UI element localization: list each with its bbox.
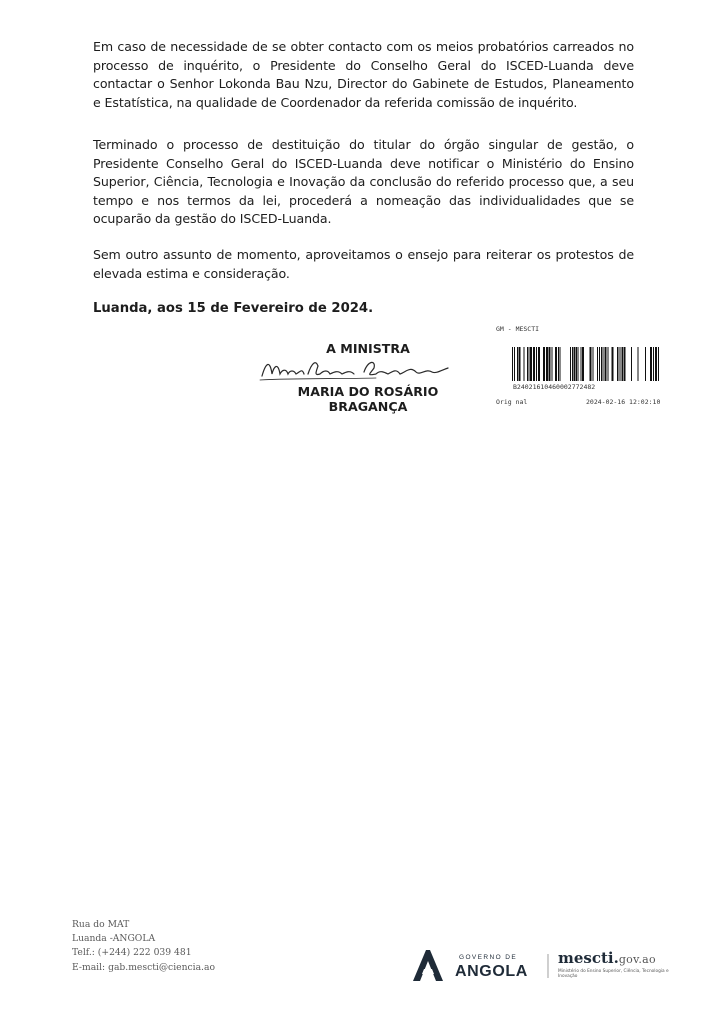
barcode-bar — [601, 347, 602, 381]
barcode-bar — [543, 347, 545, 381]
barcode-bar — [517, 347, 518, 381]
handwritten-signature — [256, 352, 456, 386]
barcode-bar — [576, 347, 577, 381]
stamp-origin-label: Orig nal — [496, 398, 528, 406]
barcode-bar — [621, 347, 622, 381]
barcode-bar — [603, 347, 604, 381]
barcode-bar — [650, 347, 652, 381]
governo-de-text: GOVERNO DE — [459, 954, 518, 961]
barcode-bar — [658, 347, 659, 381]
paragraph-contact-evidence: Em caso de necessidade de se obter contacto com os meios probatórios carreados no processo de inquérito, o Presidente do Conselho Geral do ISCED-Luanda deve contactar o Senhor Lokonda Bau Nzu, Director do Gabinete de Estudos, Planeamento e Estatística, na qualidade de Coordenador da referida comissão de inquérito. — [93, 39, 634, 110]
barcode-bar — [546, 347, 548, 381]
barcode-bar — [590, 347, 592, 381]
barcode-bar — [599, 347, 600, 381]
barcode-bar — [560, 347, 561, 381]
barcode-bar — [581, 347, 582, 381]
barcode-bar — [533, 347, 535, 381]
barcode-number: B24021610460002772482 — [513, 383, 596, 391]
barcode-bar — [593, 347, 594, 381]
address-city: Luanda -ANGOLA — [72, 933, 156, 945]
barcode-bar — [605, 347, 607, 381]
signatory-title: A MINISTRA — [326, 341, 410, 356]
address-email: E-mail: gab.mescti@ciencia.ao — [72, 961, 215, 973]
date-line: Luanda, aos 15 de Fevereiro de 2024. — [93, 301, 374, 316]
signatory-name: MARIA DO ROSÁRIO BRAGANÇA — [297, 384, 439, 414]
barcode-bar — [624, 347, 626, 381]
barcode-bar — [631, 347, 632, 381]
address-street: Rua do MAT — [72, 919, 130, 930]
stamp-office-label: GM - MESCTI — [496, 325, 540, 333]
footer-address — [72, 918, 215, 975]
barcode-bar — [536, 347, 537, 381]
barcode-bar — [574, 347, 576, 381]
barcode-bar — [582, 347, 584, 381]
governo-angola-logo — [411, 948, 549, 982]
barcode-bar — [597, 347, 598, 381]
mescti-logo — [558, 948, 678, 982]
address-phone: Telf.: (+244) 222 039 481 — [72, 947, 192, 959]
barcode-bar — [530, 347, 532, 381]
barcode-bar — [524, 347, 525, 381]
stamp-timestamp: 2024-02-16 12:02:10 — [586, 398, 661, 406]
barcode-bar — [622, 347, 623, 381]
barcode-bar — [552, 347, 553, 381]
mescti-name: mescti. — [558, 949, 619, 967]
angola-a-icon — [413, 950, 443, 981]
barcode-bar — [514, 347, 515, 381]
barcode-bar — [527, 347, 528, 381]
barcode-bar — [555, 347, 557, 381]
barcode-bar — [519, 347, 521, 381]
barcode-bar — [549, 347, 551, 381]
mescti-subtitle: Ministério do Ensino Superior, Ciência, Tecnologia e Inovação — [558, 969, 669, 979]
barcode-bar — [578, 347, 579, 381]
barcode-bar — [617, 347, 618, 381]
barcode-bar — [655, 347, 657, 381]
barcode-bar — [608, 347, 609, 381]
paragraph-closing: Sem outro assunto de momento, aproveitamos o ensejo para reiterar os protestos de elevada estima e consideração. — [93, 247, 634, 281]
barcode-bar — [638, 347, 639, 381]
mescti-domain: gov.ao — [618, 953, 656, 966]
barcode — [511, 347, 663, 381]
barcode-bar — [529, 347, 530, 381]
barcode-bar — [619, 347, 620, 381]
angola-text: ANGOLA — [455, 963, 528, 980]
paragraph-notification: Terminado o processo de destituição do titular do órgão singular de gestão, o Presidente Conselho Geral do ISCED-Luanda deve notificar o Ministério do Ensino Superior, Ciência, Tecnologia e Inovação da conclusão do referido processo que, a seu tempo e nos termos da lei, procederá a nomeação das individualidades que se ocuparão da gestão do ISCED-Luanda. — [93, 137, 634, 226]
barcode-bar — [653, 347, 654, 381]
barcode-bar — [538, 347, 540, 381]
barcode-bar — [572, 347, 573, 381]
barcode-bar — [558, 347, 559, 381]
barcode-bar — [612, 347, 614, 381]
barcode-bar — [570, 347, 571, 381]
barcode-bar — [645, 347, 646, 381]
barcode-bar — [512, 347, 513, 381]
